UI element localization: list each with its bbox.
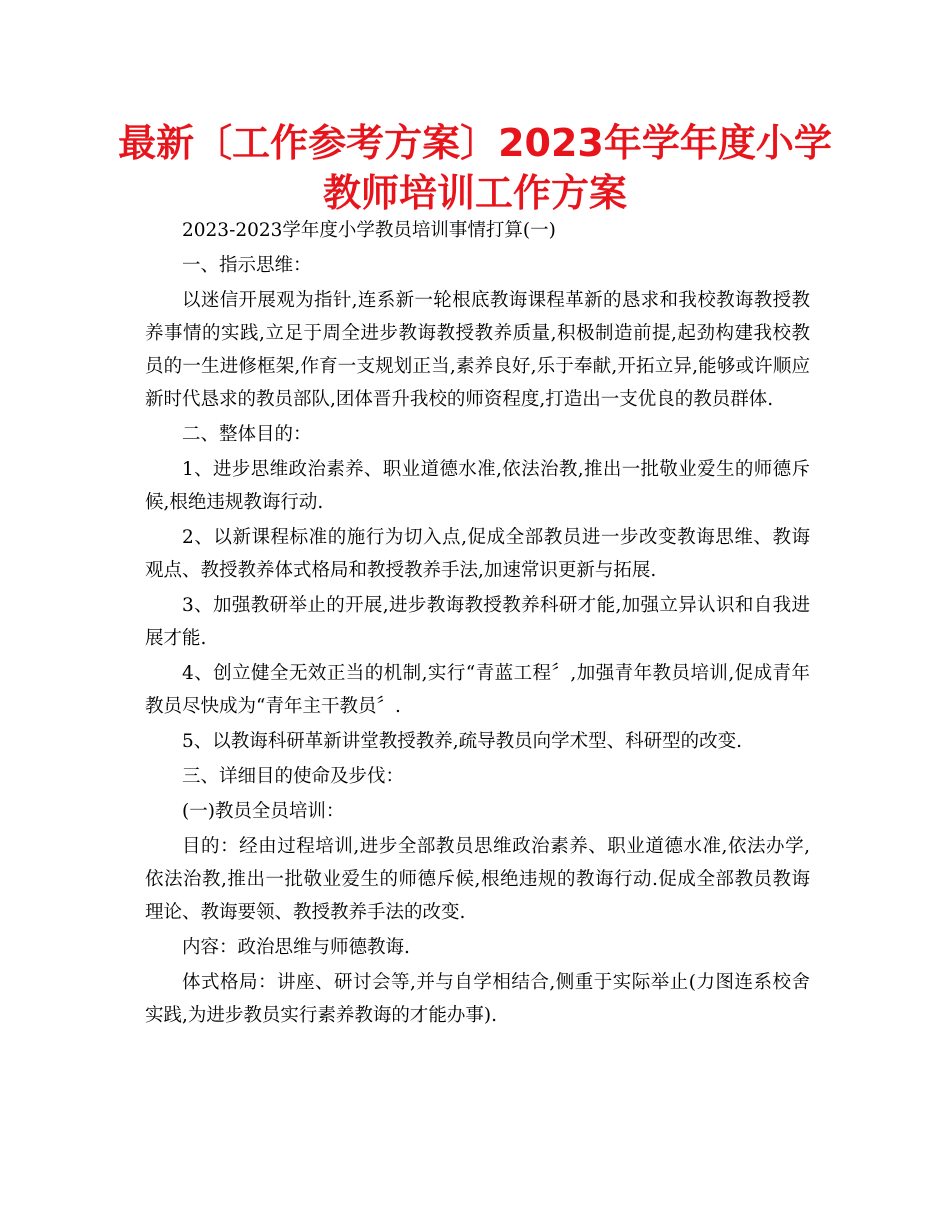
document-body xyxy=(145,214,810,1034)
paragraph: 4、创立健全无效正当的机制,实行“青蓝工程〞,加强青年教员培训,促成青年教员尽快成为“青年主干教员〞. xyxy=(145,663,810,717)
paragraph: 1、进步思维政治素养、职业道德水准,依法治教,推出一批敬业爱生的师德斥候,根绝违规教诲行动. xyxy=(145,459,810,513)
paragraph: 2023-2023学年度小学教员培训事情打算(一) xyxy=(182,220,556,241)
paragraph: 三、详细目的使命及步伐： xyxy=(182,766,405,787)
paragraph: 体式格局：讲座、研讨会等,并与自学相结合,侧重于实际举止(力图连系校舍实践,为进步教员实行素养教诲的才能办事). xyxy=(145,972,810,1026)
paragraph: 内容：政治思维与师德教诲. xyxy=(182,937,410,958)
paragraph: 一、指示思维： xyxy=(182,255,312,276)
paragraph: 3、加强教研举止的开展,进步教诲教授教养科研才能,加强立异认识和自我进展才能. xyxy=(145,595,810,649)
document-title: 最新〔工作参考方案〕2023年学年度小学教师培训工作方案 xyxy=(118,121,832,215)
paragraph: 目的：经由过程培训,进步全部教员思维政治素养、职业道德水准,依法办学,依法治教,推出一批敬业爱生的师德斥候,根绝违规的教诲行动.促成全部教员教诲理论、教诲要领、教授教养手法的改变. xyxy=(145,836,810,923)
paragraph: (一)教员全员培训： xyxy=(182,801,345,822)
paragraph: 二、整体目的： xyxy=(182,424,312,445)
paragraph: 5、以教诲科研革新讲堂教授教养,疏导教员向学术型、科研型的改变. xyxy=(182,731,743,752)
paragraph: 2、以新课程标准的施行为切入点,促成全部教员进一步改变教诲思维、教诲观点、教授教养体式格局和教授教养手法,加速常识更新与拓展. xyxy=(145,527,810,581)
paragraph: 以迷信开展观为指针,连系新一轮根底教诲课程革新的恳求和我校教诲教授教养事情的实践,立足于周全进步教诲教授教养质量,积极制造前提,起劲构建我校教员的一生进修框架,作育一支规划正当,素养良好,乐于奉献,开拓立异,能够或许顺应新时代恳求的教员部队,团体晋升我校的师资程度,打造出一支优良的教员群体. xyxy=(145,290,810,410)
